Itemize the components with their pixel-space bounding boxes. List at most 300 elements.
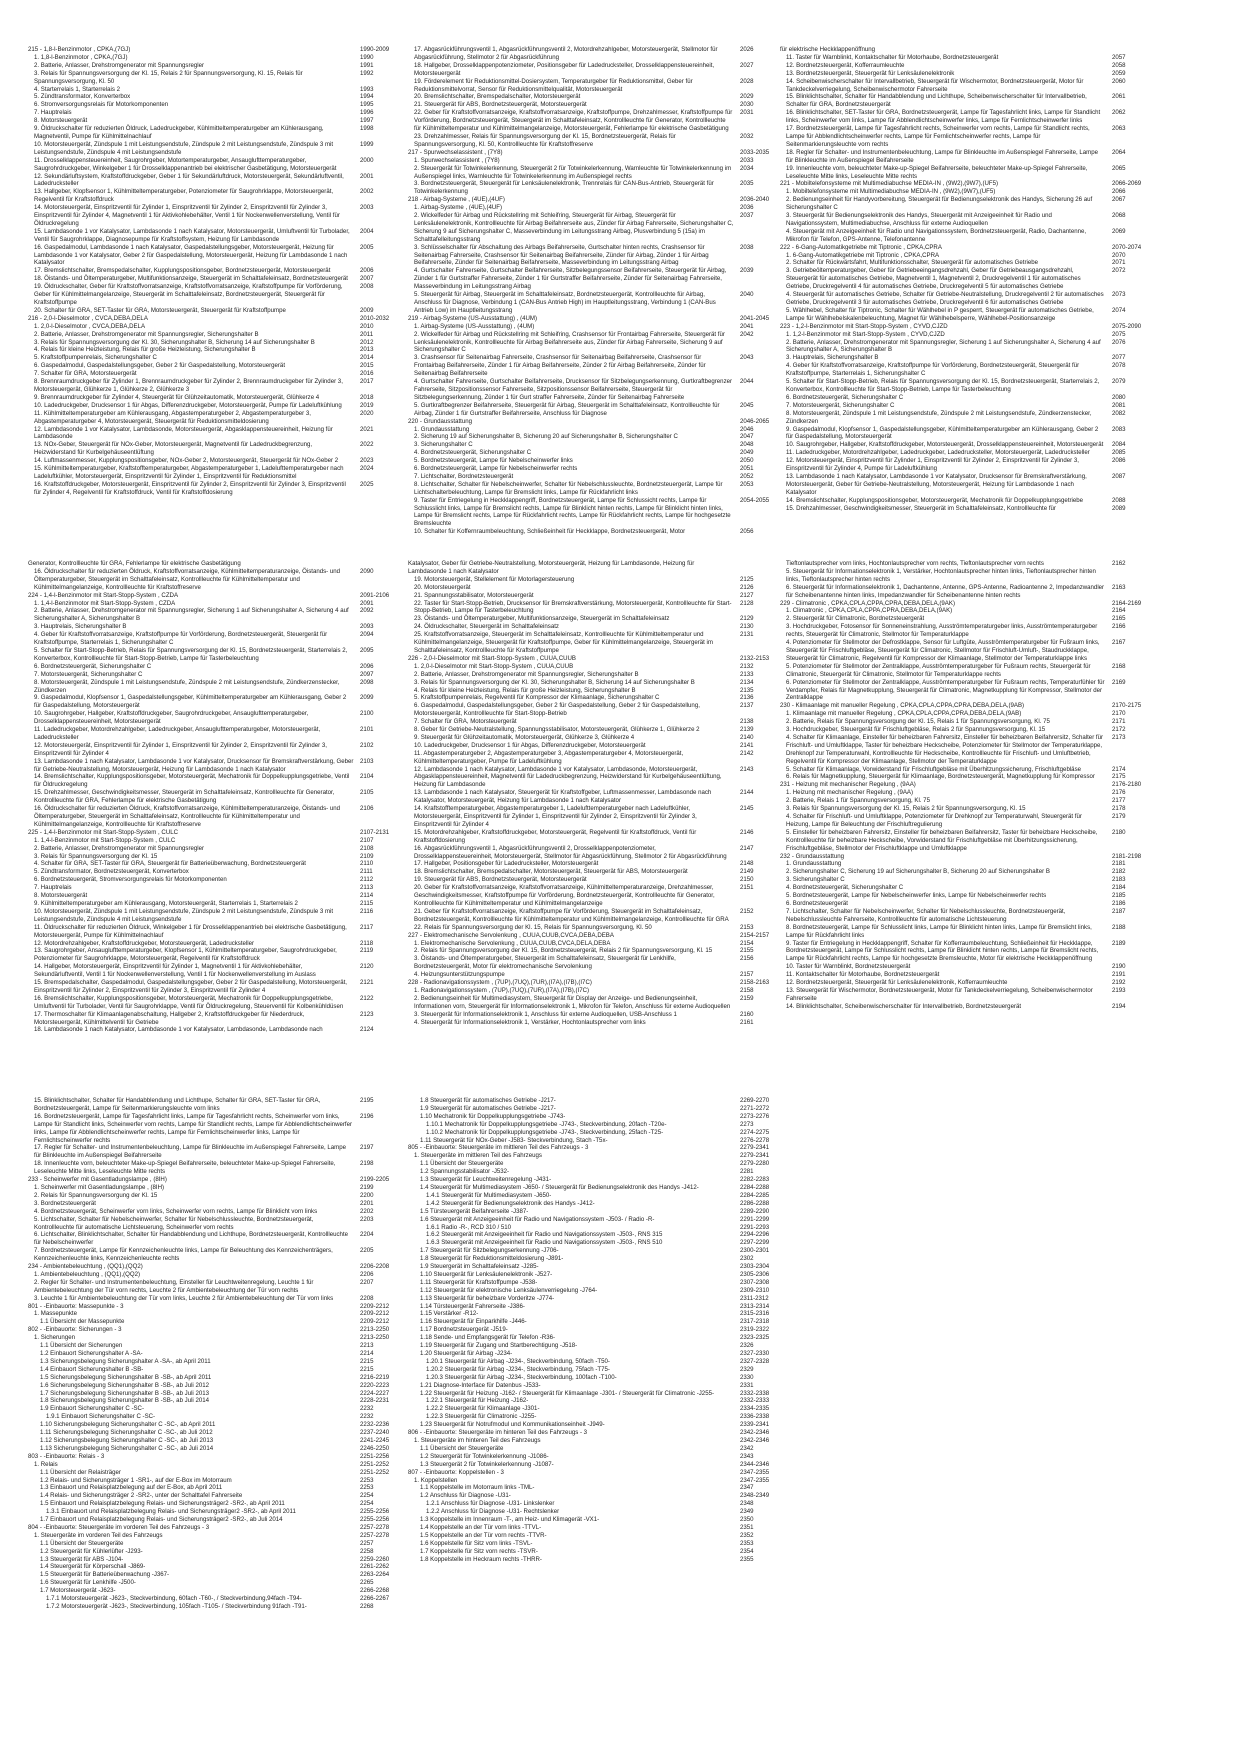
index-entry[interactable] — [28, 1516, 408, 1524]
index-entry[interactable] — [408, 1500, 788, 1508]
index-entry[interactable] — [28, 694, 408, 710]
index-entry[interactable] — [408, 1200, 788, 1208]
index-entry[interactable] — [28, 1144, 408, 1160]
index-entry[interactable] — [408, 180, 788, 196]
index-entry[interactable] — [28, 1160, 408, 1176]
index-entry[interactable] — [408, 157, 788, 165]
index-entry[interactable] — [408, 615, 788, 623]
index-section[interactable] — [780, 781, 1160, 789]
index-entry[interactable] — [28, 845, 408, 853]
index-entry[interactable] — [28, 346, 408, 354]
index-section[interactable] — [28, 1176, 408, 1184]
index-entry[interactable] — [28, 773, 408, 789]
index-entry[interactable] — [408, 1413, 788, 1421]
index-entry[interactable] — [408, 1540, 788, 1548]
index-section[interactable] — [28, 1326, 408, 1334]
index-entry[interactable] — [28, 362, 408, 370]
index-entry[interactable] — [780, 560, 1160, 568]
index-entry[interactable] — [408, 1247, 788, 1255]
index-entry[interactable] — [28, 323, 408, 331]
index-entry[interactable] — [28, 1310, 408, 1318]
index-entry[interactable] — [408, 750, 788, 766]
index-entry[interactable] — [780, 78, 1160, 94]
index-entry[interactable] — [408, 1105, 788, 1113]
index-entry[interactable] — [408, 1421, 788, 1429]
index-entry[interactable] — [408, 947, 788, 955]
index-entry[interactable] — [28, 465, 408, 481]
index-entry[interactable] — [28, 1563, 408, 1571]
index-entry[interactable] — [28, 1595, 408, 1603]
index-entry[interactable] — [780, 876, 1160, 884]
index-entry[interactable] — [408, 884, 788, 908]
index-entry[interactable] — [408, 1231, 788, 1239]
index-entry[interactable] — [780, 813, 1160, 829]
index-entry[interactable] — [408, 497, 788, 529]
index-entry[interactable] — [28, 607, 408, 623]
index-entry[interactable] — [28, 947, 408, 963]
index-section[interactable] — [780, 180, 1160, 188]
index-entry[interactable] — [780, 829, 1160, 853]
index-entry[interactable] — [28, 900, 408, 908]
index-entry[interactable] — [408, 829, 788, 845]
index-entry[interactable] — [408, 1453, 788, 1461]
index-entry[interactable] — [408, 244, 788, 268]
index-entry[interactable] — [780, 805, 1160, 813]
index-entry[interactable] — [28, 188, 408, 204]
index-entry[interactable] — [28, 868, 408, 876]
index-entry[interactable] — [28, 117, 408, 125]
index-entry[interactable] — [780, 93, 1160, 109]
index-entry[interactable] — [408, 323, 788, 331]
index-entry[interactable] — [780, 54, 1160, 62]
index-entry[interactable] — [408, 1255, 788, 1263]
index-entry[interactable] — [408, 402, 788, 418]
index-entry[interactable] — [408, 1137, 788, 1145]
index-entry[interactable] — [780, 734, 1160, 766]
index-entry[interactable] — [408, 1382, 788, 1390]
index-section[interactable] — [780, 853, 1160, 861]
index-entry[interactable] — [408, 1168, 788, 1176]
index-entry[interactable] — [408, 1263, 788, 1271]
index-entry[interactable] — [408, 845, 788, 861]
index-entry[interactable] — [408, 354, 788, 378]
index-entry[interactable] — [408, 908, 788, 924]
index-entry[interactable] — [408, 1271, 788, 1279]
index-entry[interactable] — [408, 955, 788, 971]
index-entry[interactable] — [28, 758, 408, 774]
index-entry[interactable] — [780, 797, 1160, 805]
index-entry[interactable] — [28, 1508, 408, 1516]
index-entry[interactable] — [408, 1350, 788, 1358]
index-entry[interactable] — [408, 679, 788, 687]
index-entry[interactable] — [28, 884, 408, 892]
index-entry[interactable] — [780, 710, 1160, 718]
index-entry[interactable] — [408, 789, 788, 805]
index-entry[interactable] — [408, 1019, 788, 1027]
index-entry[interactable] — [408, 1176, 788, 1184]
index-entry[interactable] — [28, 157, 408, 173]
index-entry[interactable] — [28, 1437, 408, 1445]
index-section[interactable] — [408, 149, 788, 157]
index-entry[interactable] — [408, 1303, 788, 1311]
index-entry[interactable] — [408, 1129, 788, 1137]
index-entry[interactable] — [28, 1469, 408, 1477]
index-entry[interactable] — [780, 971, 1160, 979]
index-entry[interactable] — [408, 702, 788, 718]
index-entry[interactable] — [408, 1011, 788, 1019]
index-section[interactable] — [28, 1524, 408, 1532]
index-entry[interactable] — [28, 1548, 408, 1556]
index-entry[interactable] — [780, 228, 1160, 244]
index-entry[interactable] — [780, 584, 1160, 600]
index-entry[interactable] — [408, 441, 788, 449]
index-entry[interactable] — [28, 1295, 408, 1303]
index-entry[interactable] — [408, 1113, 788, 1121]
index-entry[interactable] — [408, 1287, 788, 1295]
index-entry[interactable] — [780, 362, 1160, 378]
index-entry[interactable] — [408, 267, 788, 291]
index-entry[interactable] — [28, 1097, 408, 1113]
index-entry[interactable] — [780, 307, 1160, 323]
index-entry[interactable] — [28, 339, 408, 347]
index-entry[interactable] — [28, 663, 408, 671]
index-section[interactable] — [408, 315, 788, 323]
index-entry[interactable] — [28, 86, 408, 94]
index-entry[interactable] — [780, 884, 1160, 892]
index-entry[interactable] — [780, 607, 1160, 615]
index-entry[interactable] — [28, 568, 408, 592]
index-entry[interactable] — [28, 402, 408, 410]
index-entry[interactable] — [408, 1374, 788, 1382]
index-entry[interactable] — [28, 410, 408, 426]
index-section[interactable] — [28, 1303, 408, 1311]
index-entry[interactable] — [408, 1192, 788, 1200]
index-entry[interactable] — [408, 742, 788, 750]
index-entry[interactable] — [408, 694, 788, 702]
index-section[interactable] — [408, 196, 788, 204]
index-entry[interactable] — [780, 639, 1160, 663]
index-section[interactable] — [780, 323, 1160, 331]
index-entry[interactable] — [780, 70, 1160, 78]
index-entry[interactable] — [408, 473, 788, 481]
index-entry[interactable] — [28, 331, 408, 339]
index-entry[interactable] — [408, 62, 788, 78]
index-entry[interactable] — [28, 283, 408, 307]
index-entry[interactable] — [780, 212, 1160, 228]
index-entry[interactable] — [408, 734, 788, 742]
index-section[interactable] — [408, 655, 788, 663]
index-entry[interactable] — [780, 908, 1160, 924]
index-entry[interactable] — [28, 805, 408, 829]
index-entry[interactable] — [28, 647, 408, 663]
index-entry[interactable] — [780, 109, 1160, 125]
index-entry[interactable] — [408, 457, 788, 465]
index-section[interactable] — [28, 46, 408, 54]
index-entry[interactable] — [28, 1216, 408, 1232]
index-section[interactable] — [408, 1429, 788, 1437]
index-entry[interactable] — [28, 837, 408, 845]
index-entry[interactable] — [28, 726, 408, 742]
index-entry[interactable] — [408, 449, 788, 457]
index-entry[interactable] — [780, 252, 1160, 260]
index-entry[interactable] — [28, 1532, 408, 1540]
index-entry[interactable] — [408, 204, 788, 212]
index-entry[interactable] — [408, 1397, 788, 1405]
index-entry[interactable] — [408, 433, 788, 441]
index-entry[interactable] — [28, 1579, 408, 1587]
index-entry[interactable] — [780, 892, 1160, 900]
index-entry[interactable] — [780, 718, 1160, 726]
index-entry[interactable] — [780, 259, 1160, 267]
index-entry[interactable] — [28, 1271, 408, 1279]
index-entry[interactable] — [408, 868, 788, 876]
index-entry[interactable] — [408, 995, 788, 1011]
index-entry[interactable] — [780, 196, 1160, 212]
index-entry[interactable] — [780, 291, 1160, 307]
index-entry[interactable] — [780, 62, 1160, 70]
index-entry[interactable] — [408, 1461, 788, 1469]
index-entry[interactable] — [780, 505, 1160, 513]
index-entry[interactable] — [780, 979, 1160, 987]
index-entry[interactable] — [408, 687, 788, 695]
index-entry[interactable] — [408, 1445, 788, 1453]
index-entry[interactable] — [408, 940, 788, 948]
index-section[interactable] — [408, 560, 788, 576]
index-entry[interactable] — [780, 963, 1160, 971]
index-entry[interactable] — [28, 1603, 408, 1611]
index-entry[interactable] — [28, 457, 408, 465]
index-entry[interactable] — [408, 1508, 788, 1516]
index-entry[interactable] — [28, 70, 408, 86]
index-entry[interactable] — [408, 1295, 788, 1303]
index-entry[interactable] — [780, 457, 1160, 473]
index-entry[interactable] — [780, 165, 1160, 181]
index-entry[interactable] — [28, 631, 408, 647]
index-entry[interactable] — [408, 1318, 788, 1326]
index-entry[interactable] — [408, 165, 788, 181]
index-entry[interactable] — [408, 876, 788, 884]
index-entry[interactable] — [408, 1216, 788, 1224]
index-section[interactable] — [780, 244, 1160, 252]
index-entry[interactable] — [408, 1548, 788, 1556]
index-entry[interactable] — [408, 1152, 788, 1160]
index-entry[interactable] — [28, 394, 408, 402]
index-entry[interactable] — [28, 1318, 408, 1326]
index-entry[interactable] — [408, 1121, 788, 1129]
index-entry[interactable] — [28, 1429, 408, 1437]
index-entry[interactable] — [408, 805, 788, 829]
index-entry[interactable] — [28, 228, 408, 244]
index-entry[interactable] — [780, 441, 1160, 449]
index-entry[interactable] — [408, 1524, 788, 1532]
index-entry[interactable] — [28, 623, 408, 631]
index-entry[interactable] — [408, 584, 788, 592]
index-entry[interactable] — [28, 1397, 408, 1405]
index-entry[interactable] — [780, 449, 1160, 457]
index-section[interactable] — [28, 315, 408, 323]
index-entry[interactable] — [408, 1279, 788, 1287]
index-entry[interactable] — [28, 924, 408, 940]
index-entry[interactable] — [408, 1184, 788, 1192]
index-entry[interactable] — [408, 378, 788, 402]
index-entry[interactable] — [780, 1003, 1160, 1011]
index-entry[interactable] — [28, 1421, 408, 1429]
index-entry[interactable] — [780, 125, 1160, 149]
index-entry[interactable] — [780, 354, 1160, 362]
index-entry[interactable] — [780, 860, 1160, 868]
index-entry[interactable] — [28, 101, 408, 109]
index-entry[interactable] — [28, 481, 408, 497]
index-entry[interactable] — [28, 1445, 408, 1453]
index-entry[interactable] — [408, 1326, 788, 1334]
index-entry[interactable] — [408, 46, 788, 62]
index-entry[interactable] — [408, 1208, 788, 1216]
index-entry[interactable] — [28, 876, 408, 884]
index-entry[interactable] — [28, 267, 408, 275]
index-entry[interactable] — [28, 679, 408, 695]
index-entry[interactable] — [408, 1160, 788, 1168]
index-entry[interactable] — [28, 1247, 408, 1263]
index-entry[interactable] — [408, 1437, 788, 1445]
index-section[interactable] — [780, 702, 1160, 710]
index-entry[interactable] — [28, 441, 408, 457]
index-entry[interactable] — [780, 410, 1160, 426]
index-entry[interactable] — [28, 1500, 408, 1508]
index-entry[interactable] — [408, 766, 788, 790]
index-entry[interactable] — [780, 924, 1160, 940]
index-entry[interactable] — [408, 1239, 788, 1247]
index-entry[interactable] — [780, 568, 1160, 584]
index-section[interactable] — [408, 1469, 788, 1477]
index-entry[interactable] — [28, 173, 408, 189]
index-entry[interactable] — [780, 679, 1160, 703]
index-entry[interactable] — [28, 141, 408, 157]
index-entry[interactable] — [28, 62, 408, 70]
index-entry[interactable] — [28, 853, 408, 861]
index-entry[interactable] — [780, 394, 1160, 402]
index-entry[interactable] — [408, 1390, 788, 1398]
index-entry[interactable] — [28, 1390, 408, 1398]
index-entry[interactable] — [408, 93, 788, 101]
index-entry[interactable] — [408, 426, 788, 434]
index-entry[interactable] — [408, 718, 788, 726]
index-entry[interactable] — [28, 354, 408, 362]
index-entry[interactable] — [780, 773, 1160, 781]
index-entry[interactable] — [780, 726, 1160, 734]
index-entry[interactable] — [780, 267, 1160, 291]
index-entry[interactable] — [28, 1342, 408, 1350]
index-entry[interactable] — [28, 426, 408, 442]
index-entry[interactable] — [28, 1484, 408, 1492]
index-entry[interactable] — [28, 307, 408, 315]
index-entry[interactable] — [408, 663, 788, 671]
index-entry[interactable] — [408, 1484, 788, 1492]
index-entry[interactable] — [28, 1231, 408, 1247]
index-entry[interactable] — [408, 623, 788, 631]
index-entry[interactable] — [28, 1358, 408, 1366]
index-entry[interactable] — [28, 1184, 408, 1192]
index-section[interactable] — [408, 932, 788, 940]
index-entry[interactable] — [408, 1405, 788, 1413]
index-entry[interactable] — [408, 1358, 788, 1366]
index-entry[interactable] — [408, 1310, 788, 1318]
index-entry[interactable] — [28, 275, 408, 283]
index-entry[interactable] — [780, 426, 1160, 442]
index-entry[interactable] — [780, 789, 1160, 797]
index-entry[interactable] — [28, 789, 408, 805]
index-entry[interactable] — [28, 125, 408, 141]
index-entry[interactable] — [28, 1200, 408, 1208]
index-entry[interactable] — [408, 600, 788, 616]
index-entry[interactable] — [780, 339, 1160, 355]
index-entry[interactable] — [28, 710, 408, 726]
index-entry[interactable] — [28, 1026, 408, 1034]
index-entry[interactable] — [28, 892, 408, 900]
index-entry[interactable] — [28, 860, 408, 868]
index-entry[interactable] — [780, 663, 1160, 679]
index-section[interactable] — [28, 1453, 408, 1461]
index-entry[interactable] — [408, 101, 788, 109]
index-entry[interactable] — [408, 109, 788, 133]
index-section[interactable] — [408, 979, 788, 987]
index-entry[interactable] — [28, 600, 408, 608]
index-entry[interactable] — [780, 987, 1160, 1003]
index-entry[interactable] — [780, 940, 1160, 964]
index-entry[interactable] — [28, 1477, 408, 1485]
index-entry[interactable] — [28, 1366, 408, 1374]
index-entry[interactable] — [28, 940, 408, 948]
index-entry[interactable] — [780, 900, 1160, 908]
index-entry[interactable] — [28, 1587, 408, 1595]
index-entry[interactable] — [780, 868, 1160, 876]
index-entry[interactable] — [28, 1382, 408, 1390]
index-entry[interactable] — [408, 1342, 788, 1350]
index-entry[interactable] — [408, 971, 788, 979]
index-entry[interactable] — [28, 370, 408, 378]
index-entry[interactable] — [408, 1492, 788, 1500]
index-section[interactable] — [28, 592, 408, 600]
index-entry[interactable] — [408, 1532, 788, 1540]
index-entry[interactable] — [408, 1334, 788, 1342]
index-entry[interactable] — [408, 528, 788, 536]
index-entry[interactable] — [28, 1208, 408, 1216]
index-entry[interactable] — [28, 1461, 408, 1469]
index-entry[interactable] — [780, 473, 1160, 497]
index-entry[interactable] — [408, 671, 788, 679]
index-entry[interactable] — [28, 742, 408, 758]
index-entry[interactable] — [408, 481, 788, 497]
index-entry[interactable] — [780, 378, 1160, 394]
index-entry[interactable] — [408, 1097, 788, 1105]
index-entry[interactable] — [28, 979, 408, 995]
index-entry[interactable] — [780, 497, 1160, 505]
index-entry[interactable] — [28, 1192, 408, 1200]
index-entry[interactable] — [408, 1556, 788, 1564]
index-entry[interactable] — [780, 149, 1160, 165]
index-entry[interactable] — [28, 244, 408, 268]
index-entry[interactable] — [780, 402, 1160, 410]
index-entry[interactable] — [28, 1279, 408, 1295]
index-entry[interactable] — [408, 987, 788, 995]
index-entry[interactable] — [780, 188, 1160, 196]
index-entry[interactable] — [28, 963, 408, 979]
index-section[interactable] — [28, 829, 408, 837]
index-entry[interactable] — [408, 860, 788, 868]
index-entry[interactable] — [28, 1492, 408, 1500]
index-entry[interactable] — [28, 1405, 408, 1413]
index-section[interactable] — [408, 418, 788, 426]
index-entry[interactable] — [408, 465, 788, 473]
